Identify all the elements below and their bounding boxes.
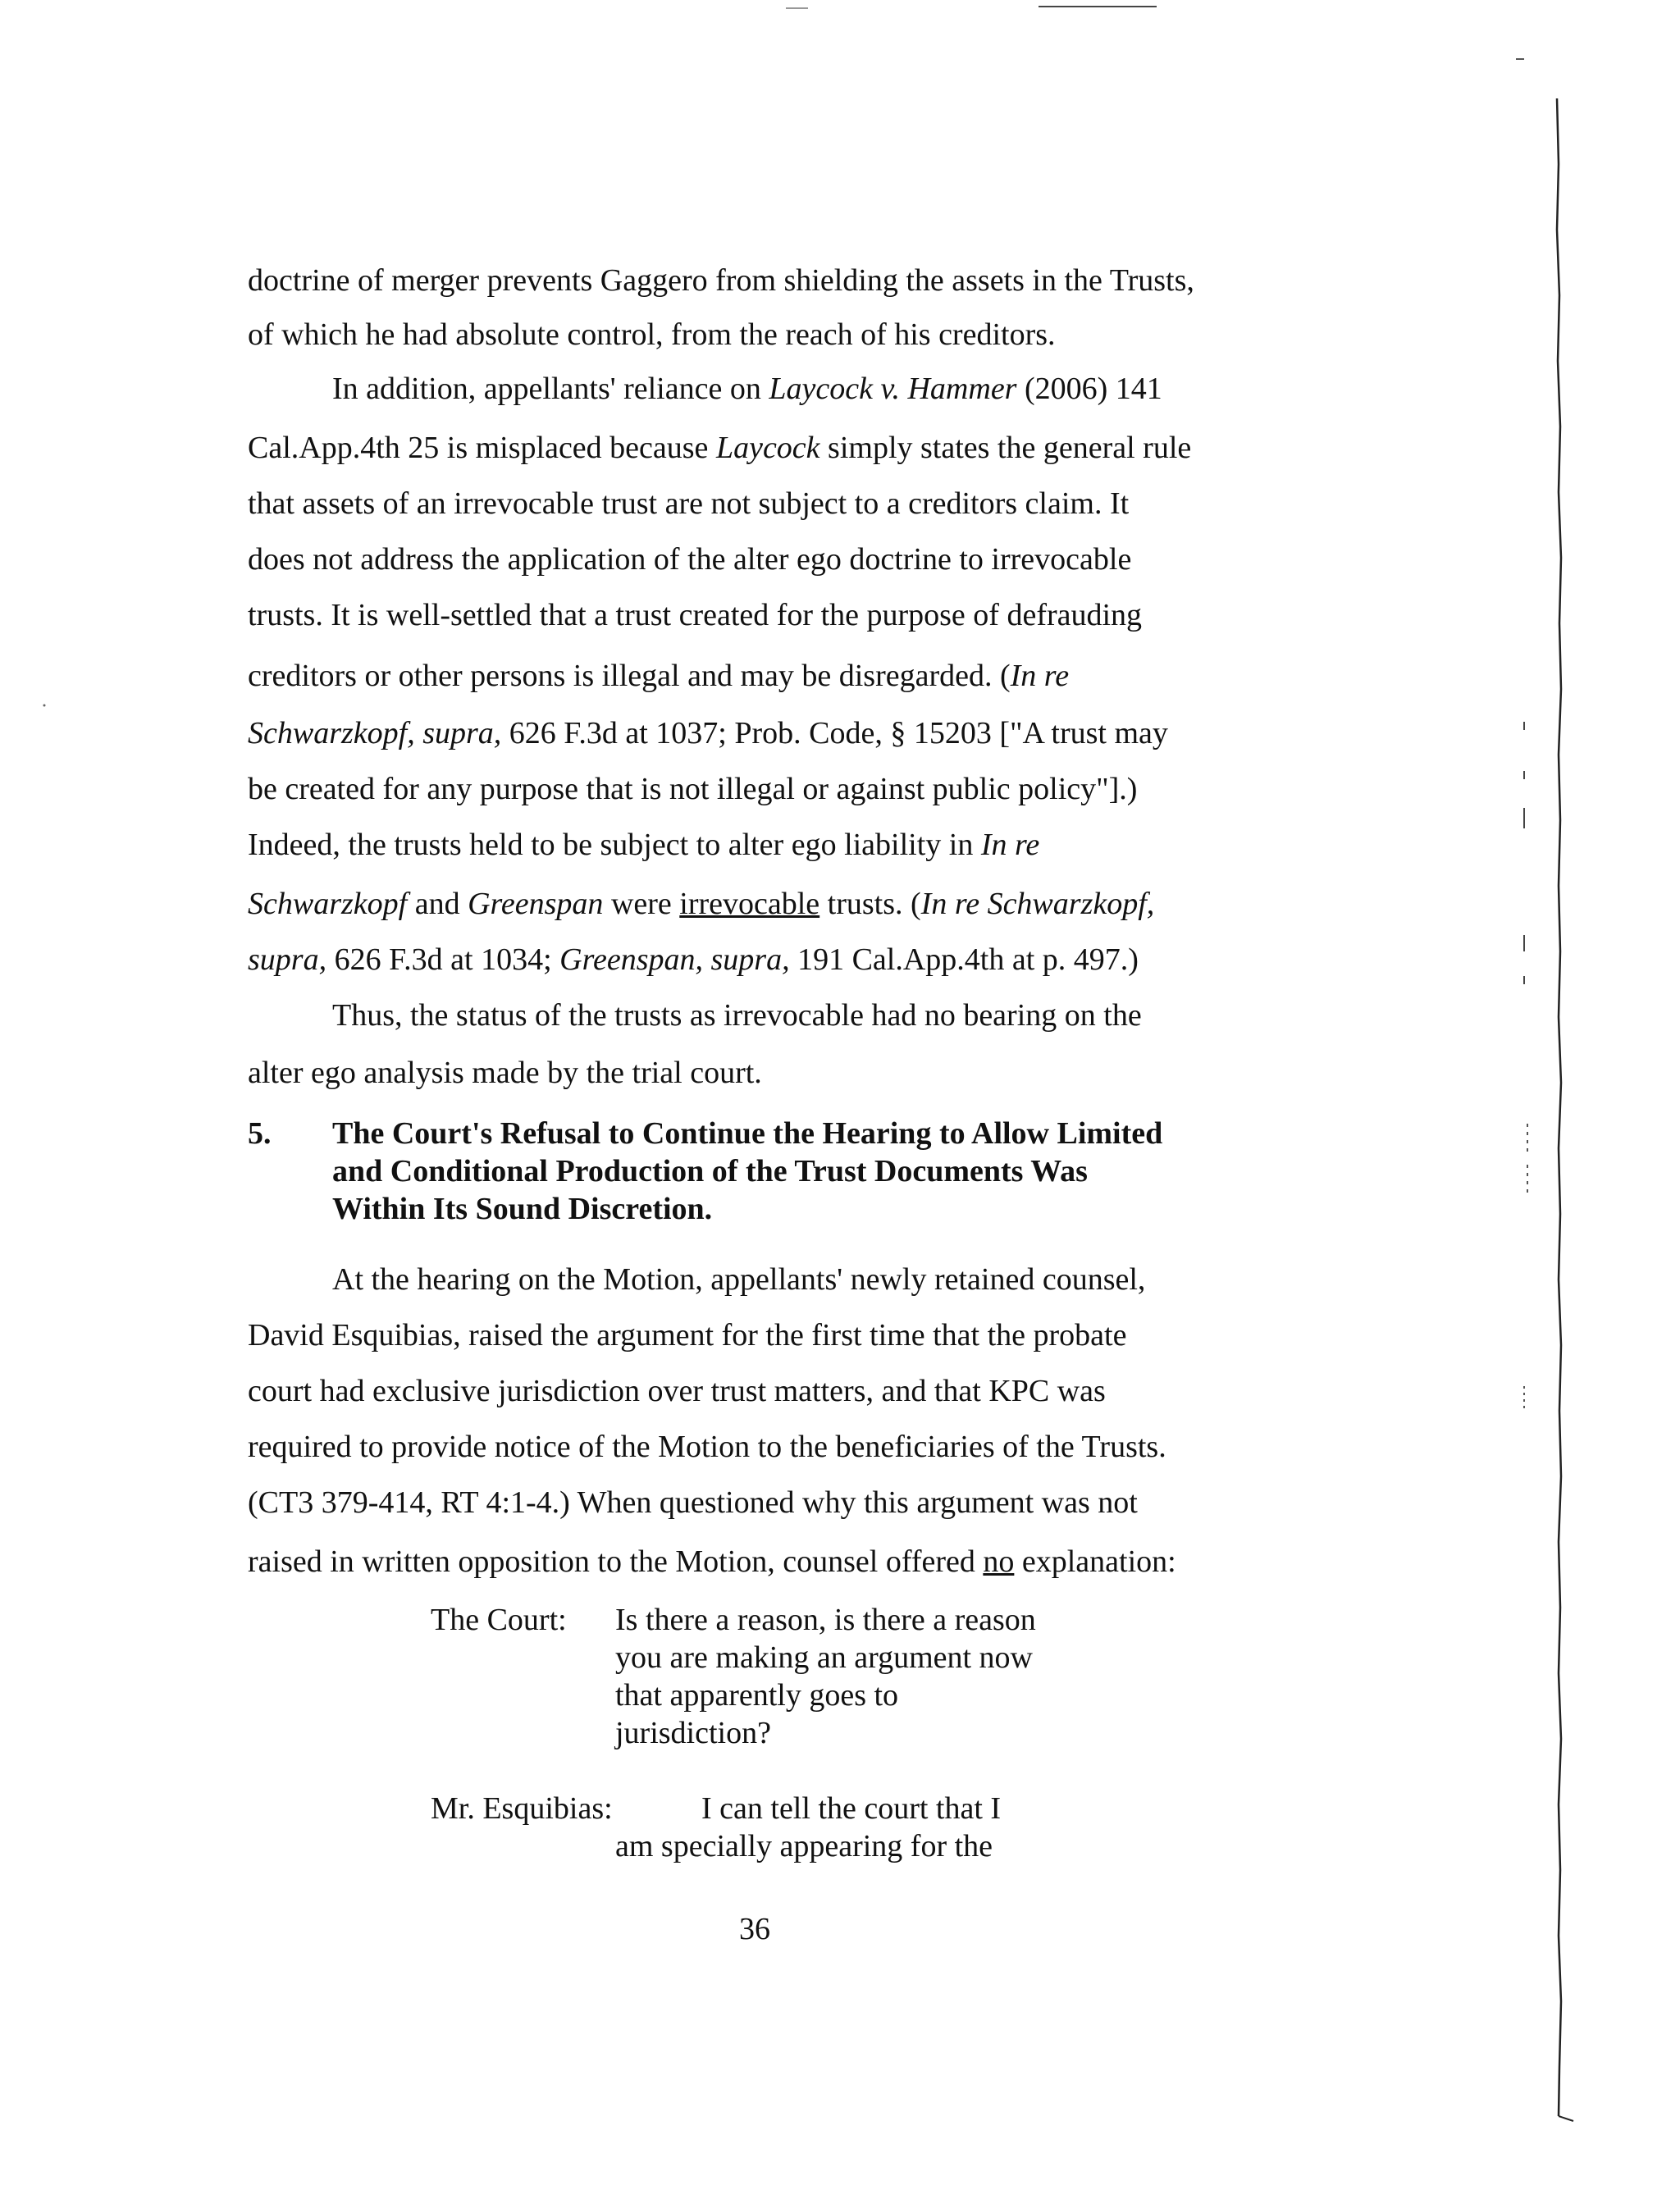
case-name: Laycock (715, 431, 820, 465)
body-line: court had exclusive jurisdiction over trust matters, and that KPC was (248, 1374, 1106, 1408)
body-line: trusts. It is well-settled that a trust created for the purpose of defrauding (248, 598, 1143, 632)
case-name: In re (980, 828, 1040, 862)
transcript-line: that apparently goes to (615, 1678, 899, 1713)
transcript-speaker: The Court: (431, 1603, 567, 1637)
emphasis: no (983, 1544, 1015, 1579)
body-line: Schwarzkopf, supra, 626 F.3d at 1037; Prob. Code, § 15203 ["A trust may (248, 716, 1168, 750)
section-heading-line: and Conditional Production of the Trust Documents Was (332, 1154, 1088, 1188)
case-name: Greenspan, supra, (559, 942, 790, 977)
body-line: alter ego analysis made by the trial court. (248, 1056, 762, 1090)
body-line: doctrine of merger prevents Gaggero from shielding the assets in the Trusts, (248, 263, 1194, 298)
section-heading-line: The Court's Refusal to Continue the Hearing to Allow Limited (332, 1116, 1163, 1151)
case-name: supra, (248, 942, 327, 977)
body-line: David Esquibias, raised the argument for the first time that the probate (248, 1318, 1127, 1353)
section-number: 5. (248, 1116, 272, 1151)
case-name: Greenspan (468, 887, 604, 921)
case-name: In re (1010, 659, 1070, 693)
body-line: Indeed, the trusts held to be subject to alter ego liability in In re (248, 828, 1040, 862)
body-line: creditors or other persons is illegal and may be disregarded. (In re (248, 659, 1070, 693)
transcript-line: you are making an argument now (615, 1640, 1033, 1675)
section-heading-line: Within Its Sound Discretion. (332, 1192, 713, 1226)
body-line: does not address the application of the alter ego doctrine to irrevocable (248, 542, 1132, 577)
transcript-line: I can tell the court that I (701, 1791, 1002, 1826)
page-number: 36 (739, 1912, 770, 1946)
body-line: that assets of an irrevocable trust are not subject to a creditors claim. It (248, 486, 1130, 521)
case-name: Schwarzkopf (248, 887, 408, 921)
body-line: of which he had absolute control, from the reach of his creditors. (248, 317, 1056, 352)
case-name: Schwarzkopf, supra, (248, 716, 502, 750)
transcript-line: jurisdiction? (615, 1716, 771, 1750)
body-line: required to provide notice of the Motion to the beneficiaries of the Trusts. (248, 1430, 1166, 1464)
body-line: In addition, appellants' reliance on Laycock v. Hammer (2006) 141 (332, 372, 1162, 406)
body-line: Cal.App.4th 25 is misplaced because Laycock simply states the general rule (248, 431, 1192, 465)
body-line: Thus, the status of the trusts as irrevocable had no bearing on the (332, 998, 1142, 1033)
transcript-line: Is there a reason, is there a reason (615, 1603, 1036, 1637)
body-line: (CT3 379-414, RT 4:1-4.) When questioned why this argument was not (248, 1485, 1138, 1520)
body-line: be created for any purpose that is not illegal or against public policy"].) (248, 772, 1138, 806)
case-name: Laycock v. Hammer (769, 372, 1017, 406)
body-line: supra, 626 F.3d at 1034; Greenspan, supra, 191 Cal.App.4th at p. 497.) (248, 942, 1139, 977)
emphasis: irrevocable (679, 887, 820, 921)
transcript-line: am specially appearing for the (615, 1829, 993, 1863)
body-line: raised in written opposition to the Motion, counsel offered no explanation: (248, 1544, 1176, 1579)
body-line: At the hearing on the Motion, appellants' newly retained counsel, (332, 1262, 1146, 1297)
body-line: Schwarzkopf and Greenspan were irrevocable trusts. (In re Schwarzkopf, (248, 887, 1155, 921)
transcript-speaker: Mr. Esquibias: (431, 1791, 613, 1826)
case-name: In re Schwarzkopf, (920, 887, 1155, 921)
